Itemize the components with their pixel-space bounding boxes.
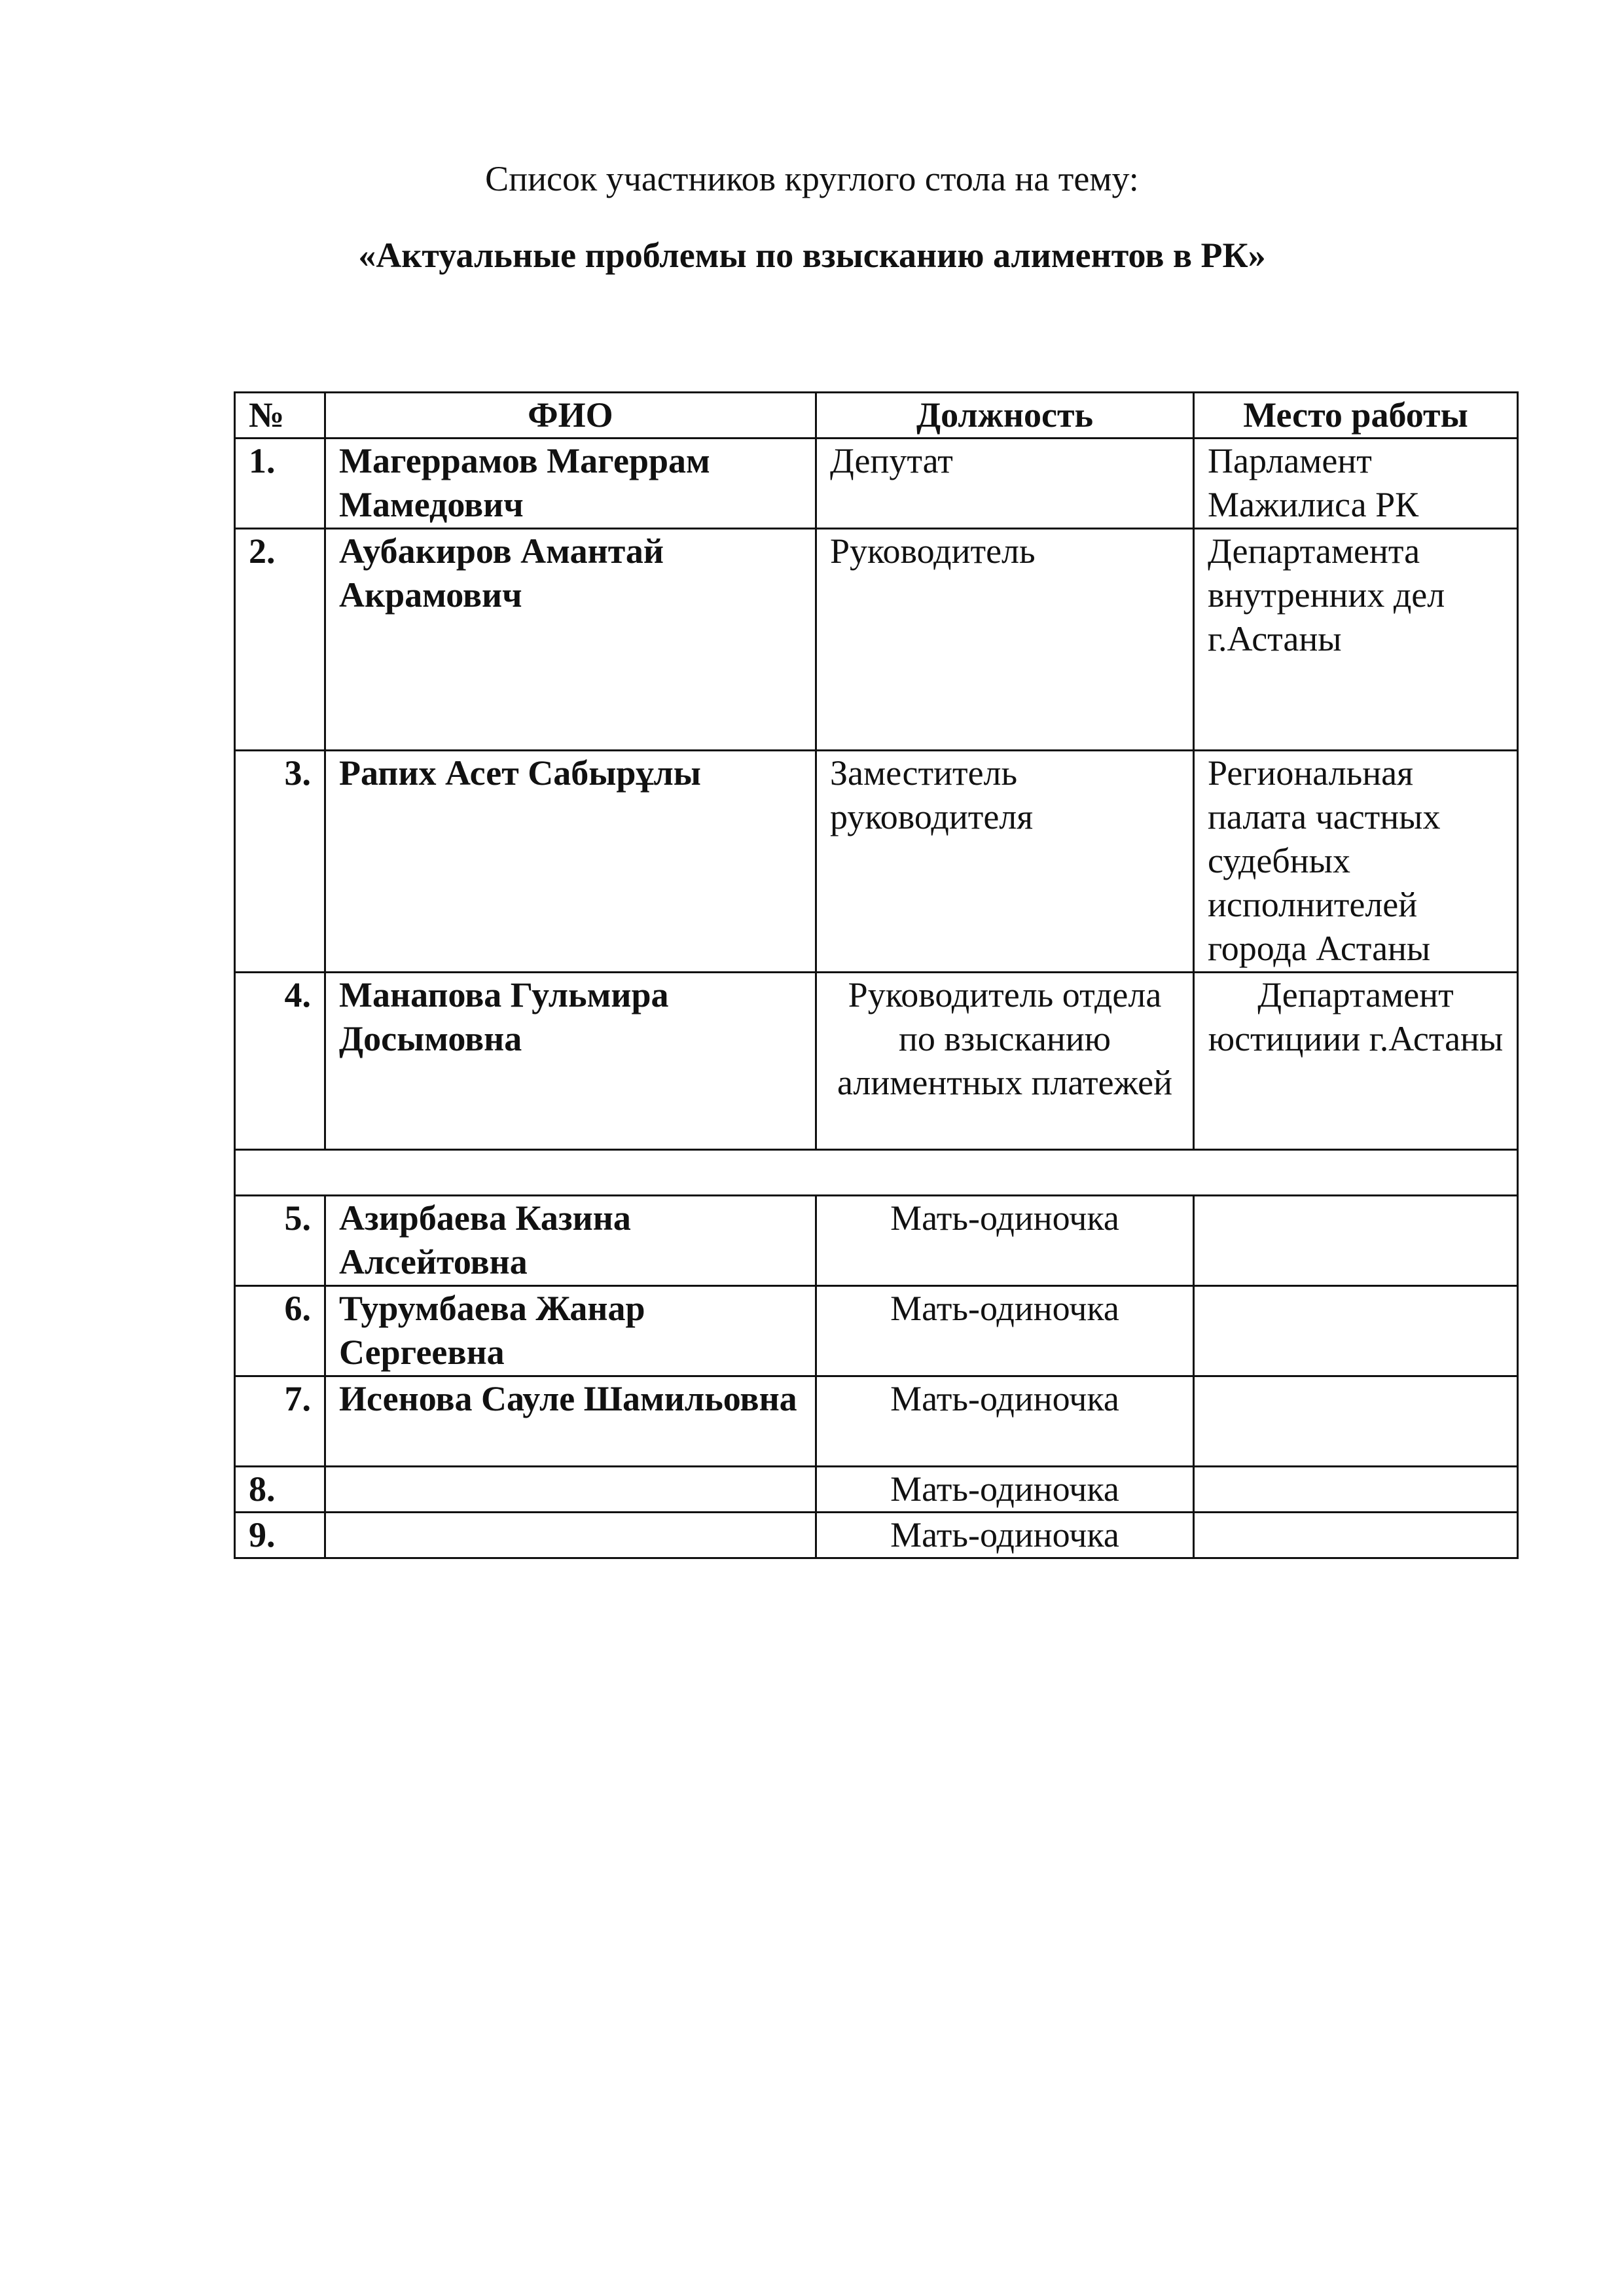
row-workplace: Региональная палата частных судебных исполнителей города Астаны <box>1194 751 1518 973</box>
row-num: 1. <box>235 439 325 529</box>
row-name <box>325 1467 816 1513</box>
row-name: Манапова Гульмира Досымовна <box>325 973 816 1150</box>
row-num: 9. <box>235 1513 325 1558</box>
row-position: Мать-одиночка <box>816 1286 1194 1376</box>
table-separator-row <box>235 1150 1518 1196</box>
table-row <box>235 1286 1518 1376</box>
separator-cell <box>235 1150 1518 1196</box>
table-row <box>235 1513 1518 1558</box>
row-name: Рапих Асет Сабырұлы <box>325 751 816 973</box>
row-num: 7. <box>235 1376 325 1467</box>
row-workplace <box>1194 1196 1518 1286</box>
row-workplace: Департамент юстициии г.Астаны <box>1194 973 1518 1150</box>
row-workplace <box>1194 1467 1518 1513</box>
row-position: Мать-одиночка <box>816 1196 1194 1286</box>
row-num: 5. <box>235 1196 325 1286</box>
row-num: 3. <box>235 751 325 973</box>
row-num: 2. <box>235 529 325 751</box>
row-position: Руководитель <box>816 529 1194 751</box>
row-position: Мать-одиночка <box>816 1513 1194 1558</box>
row-name: Турумбаева Жанар Сергеевна <box>325 1286 816 1376</box>
participants-table <box>234 391 1519 1559</box>
row-name: Исенова Сауле Шамильовна <box>325 1376 816 1467</box>
row-num: 6. <box>235 1286 325 1376</box>
header-position: Должность <box>816 393 1194 439</box>
document-subtitle: Список участников круглого стола на тему: <box>485 159 1139 198</box>
table-row <box>235 1196 1518 1286</box>
row-position: Мать-одиночка <box>816 1376 1194 1467</box>
document-title: «Актуальные проблемы по взысканию алиментов в РК» <box>358 236 1266 275</box>
row-name: Азирбаева Казина Алсейтовна <box>325 1196 816 1286</box>
row-position: Руководитель отдела по взысканию алиментных платежей <box>816 973 1194 1150</box>
row-position: Мать-одиночка <box>816 1467 1194 1513</box>
row-name: Магеррамов Магеррам Мамедович <box>325 439 816 529</box>
header-num: № <box>235 393 325 439</box>
row-name: Аубакиров Амантай Акрамович <box>325 529 816 751</box>
row-num: 8. <box>235 1467 325 1513</box>
row-workplace: Парламент Мажилиса РК <box>1194 439 1518 529</box>
header-name: ФИО <box>325 393 816 439</box>
table-row <box>235 1467 1518 1513</box>
row-workplace <box>1194 1286 1518 1376</box>
row-position: Заместитель руководителя <box>816 751 1194 973</box>
row-num: 4. <box>235 973 325 1150</box>
table-row <box>235 439 1518 529</box>
row-name <box>325 1513 816 1558</box>
row-workplace <box>1194 1513 1518 1558</box>
header-workplace: Место работы <box>1194 393 1518 439</box>
table-row <box>235 529 1518 751</box>
table-header-row <box>235 393 1518 439</box>
row-workplace: Департамента внутренних дел г.Астаны <box>1194 529 1518 751</box>
table-row <box>235 973 1518 1150</box>
table-row <box>235 1376 1518 1467</box>
table-row <box>235 751 1518 973</box>
row-workplace <box>1194 1376 1518 1467</box>
row-position: Депутат <box>816 439 1194 529</box>
